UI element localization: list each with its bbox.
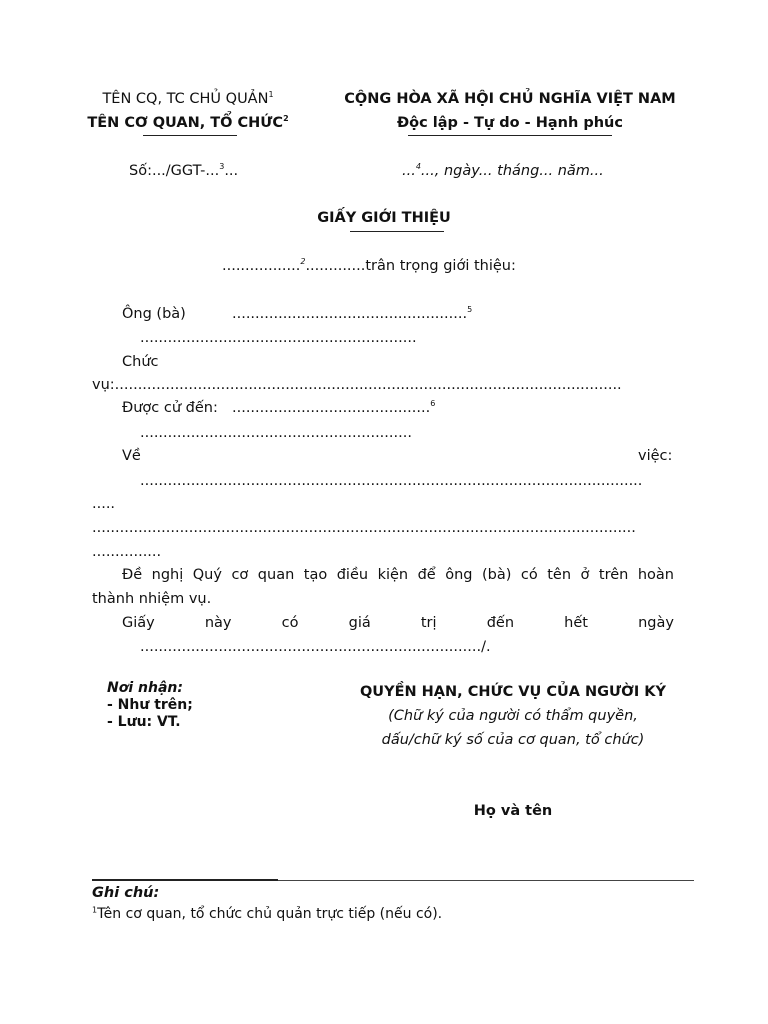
duoc-cu-label: Được cử đến: xyxy=(122,400,218,416)
nation-title: CỘNG HÒA XÃ HỘI CHỦ NGHĨA VIỆT NAM xyxy=(344,91,676,107)
duoc-cu-line2: ........................................................... xyxy=(140,425,412,441)
request-line1: Đề nghị Quý cơ quan tạo điều kiện để ông (bà) có tên ở trên hoàn xyxy=(122,567,674,583)
recipients-label: Nơi nhận: xyxy=(107,680,183,696)
document-title: GIẤY GIỚI THIỆU xyxy=(317,210,451,226)
footnote-item: $^1$Tên cơ quan, tổ chức chủ quản trực tiếp (nếu có). xyxy=(92,905,443,922)
ve-label: Về xyxy=(122,448,141,464)
request-line2: thành nhiệm vụ. xyxy=(92,591,212,607)
signature-note-1: (Chữ ký của người có thẩm quyền, xyxy=(388,708,638,724)
signature-note-2: dấu/chữ ký số của cơ quan, tổ chức) xyxy=(381,732,645,748)
title-underline xyxy=(350,231,444,232)
ong-ba-line2: ............................................................ xyxy=(140,330,417,346)
chuc-vu-field: vụ:.............................................................................................................. xyxy=(92,377,622,393)
intro-line: .................$^2$.............trân trọng giới thiệu: xyxy=(222,257,516,274)
ve-line4: ............... xyxy=(92,544,162,560)
footnote-separator-short xyxy=(92,879,278,881)
recipient-item: - Như trên; xyxy=(107,697,193,713)
agency-underline xyxy=(143,135,237,136)
agency-name: TÊN CƠ QUAN, TỔ CHỨC$^2$ xyxy=(87,114,289,131)
chuc-vu-label: Chức xyxy=(122,354,159,370)
viec-label: việc: xyxy=(638,448,673,464)
motto: Độc lập - Tự do - Hạnh phúc xyxy=(397,115,623,131)
document-number: Số:.../GGT-...$^3$... xyxy=(129,162,239,179)
ve-line2: ..... xyxy=(92,496,116,512)
ong-ba-field: ...................................................$^5$ xyxy=(232,305,473,322)
recipient-item: - Lưu: VT. xyxy=(107,714,181,730)
ve-line3: ...................................................................................................................... xyxy=(92,520,636,536)
validity-line1: Giấy này có giá trị đến hết ngày xyxy=(122,615,674,631)
place-date: ...$^4$..., ngày... tháng... năm... xyxy=(402,162,604,179)
validity-line2: ........................................................................../. xyxy=(140,639,491,655)
signer-title: QUYỀN HẠN, CHỨC VỤ CỦA NGƯỜI KÝ xyxy=(359,684,667,700)
ve-line1: ............................................................................................................. xyxy=(140,473,643,489)
signer-name: Họ và tên xyxy=(473,803,553,819)
ong-ba-label: Ông (bà) xyxy=(122,306,186,322)
motto-underline xyxy=(408,135,612,136)
footnote-label: Ghi chú: xyxy=(92,885,160,901)
duoc-cu-field: ...........................................$^6$ xyxy=(232,399,436,416)
agency-parent: TÊN CQ, TC CHỦ QUẢN$^1$ xyxy=(102,90,274,107)
